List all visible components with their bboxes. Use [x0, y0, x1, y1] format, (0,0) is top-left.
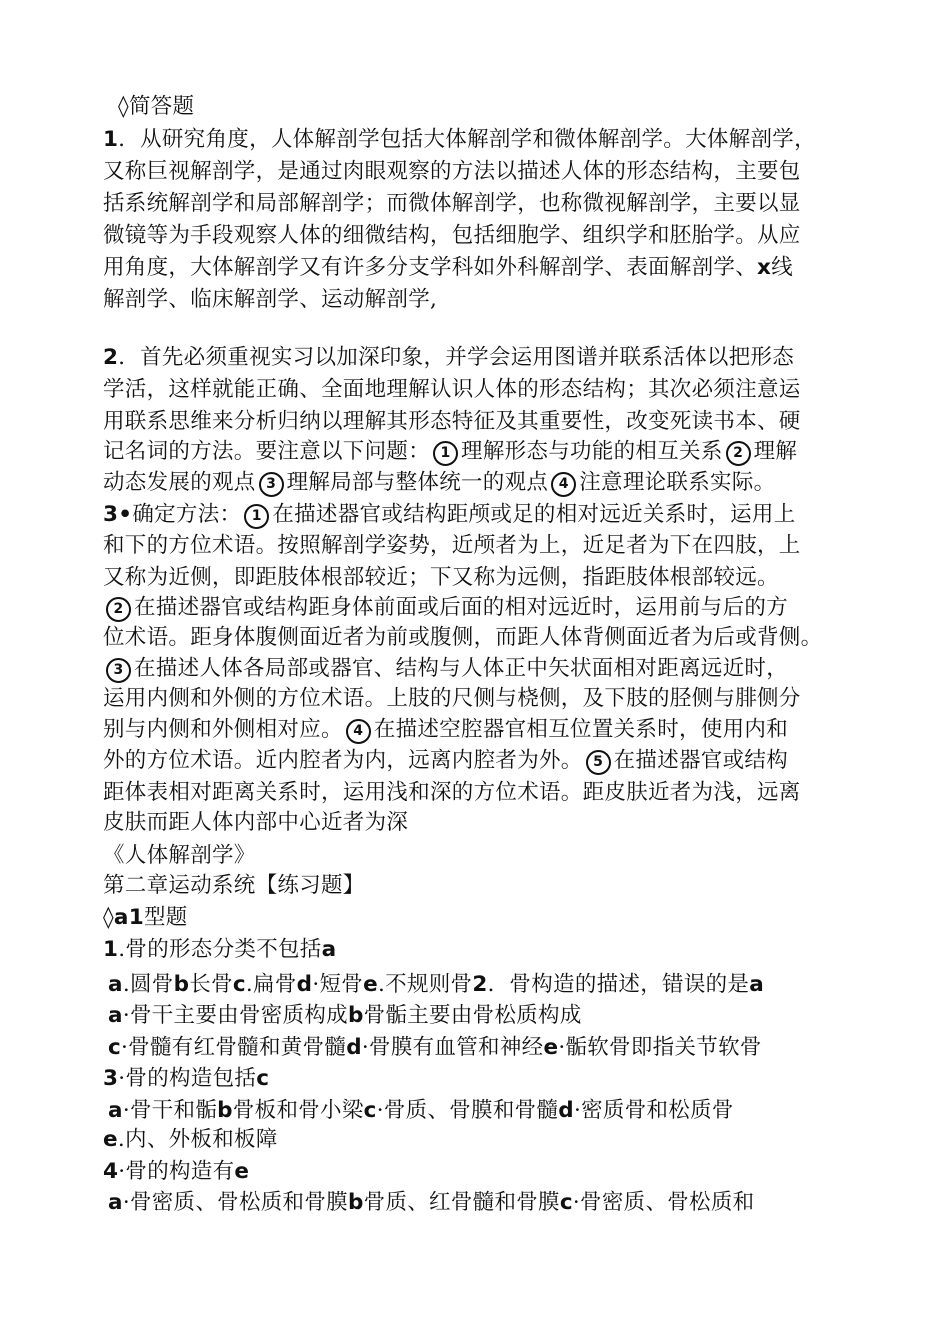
text-segment: 括系统解剖学和局部解剖学；而微体解剖学，也称微视解剖学，主要以显: [103, 191, 801, 216]
text-segment: 骨板和骨小梁: [232, 1098, 364, 1123]
bold-text: a: [108, 972, 123, 997]
text-segment: ·骨的构造包括: [118, 1066, 257, 1091]
text-segment: 运用内侧和外侧的方位术语。上肢的尺侧与桡侧，及下肢的胫侧与腓侧分: [103, 686, 801, 711]
text-segment: 理解形态与功能的相互关系: [461, 439, 723, 464]
text-segment: .扁骨: [245, 972, 297, 997]
text-segment: ．首先必须重视实习以加深印象，并学会运用图谱并联系活体以把形态: [118, 345, 795, 370]
bold-text: 3: [103, 1066, 119, 1091]
text-segment: ·骨的构造有: [118, 1159, 235, 1184]
book-title: [103, 841, 256, 871]
bold-text: d: [346, 1035, 362, 1060]
bold-text: e: [363, 972, 379, 997]
text-line: [103, 531, 801, 561]
text-segment: ·骨密质、骨松质和: [572, 1190, 755, 1215]
options-line: [108, 1001, 582, 1031]
bold-text: 1: [103, 127, 119, 152]
bold-text: 4: [103, 1159, 119, 1184]
text-line: [103, 808, 408, 838]
bold-text: a: [321, 937, 337, 962]
text-segment: 在描述器官或结构距身体前面或后面的相对远近时，运用前与后的方: [134, 595, 789, 620]
text-line: [103, 221, 801, 251]
text-segment: 皮肤而距人体内部中心近者为深: [103, 810, 409, 835]
question-3: [103, 1064, 269, 1094]
text-segment: 和下的方位术语。按照解剖学姿势，近颅者为上，近足者为下在四肢，上: [103, 533, 801, 558]
text-segment: ·骨干和骺: [122, 1098, 218, 1123]
text-segment: .圆骨: [122, 972, 174, 997]
question-1: [103, 935, 336, 965]
text-segment: 用联系思维来分析归纳以理解其形态特征及其重要性，改变死读书本、硬: [103, 409, 801, 434]
text-segment: ·密质骨和松质骨: [573, 1098, 734, 1123]
bold-text: c: [108, 1035, 122, 1060]
bold-text: a: [749, 972, 765, 997]
bold-text: x: [757, 255, 772, 280]
bold-text: 2: [103, 345, 119, 370]
text-segment: 长骨: [189, 972, 233, 997]
text-segment: 又称为近侧，即距肢体根部较近；下又称为远侧，指距肢体根部较远。: [103, 565, 779, 590]
text-segment: 微镜等为手段观察人体的细微结构，包括细胞学、组织学和胚胎学。从应: [103, 223, 801, 248]
bold-text: 3•: [103, 502, 133, 527]
bold-text: b: [217, 1098, 233, 1123]
bold-text: e: [103, 1127, 118, 1152]
text-segment: .骨的形态分类不包括: [118, 937, 322, 962]
options-line: [103, 1125, 278, 1155]
bold-text: ◊: [118, 94, 129, 119]
bold-text: e: [543, 1035, 559, 1060]
bold-text: a: [108, 1098, 123, 1123]
question-4: [103, 1157, 249, 1187]
text-line: [103, 593, 788, 623]
text-segment: 位术语。距身体腹侧面近者为前或腹侧，而距人体背侧面近者为后或背侧。: [103, 625, 823, 650]
text-segment: 又称巨视解剖学，是通过肉眼观察的方法以描述人体的形态结构，主要包: [103, 159, 801, 184]
bold-text: b: [173, 972, 190, 997]
text-segment: 《人体解剖学》: [103, 843, 256, 868]
bold-text: 2: [472, 972, 488, 997]
section-heading-a1: [103, 903, 188, 933]
text-segment: 理解: [753, 439, 798, 464]
bold-text: c: [559, 1190, 573, 1215]
text-line: [103, 654, 788, 684]
text-segment: 确定方法：: [132, 502, 242, 527]
bold-text: a: [108, 1003, 123, 1028]
text-segment: 在描述器官或结构: [613, 748, 789, 773]
text-segment: 注意理论联系实际。: [579, 470, 776, 495]
chapter-title: [103, 871, 365, 901]
text-segment: 骨质、红骨髓和骨膜: [363, 1190, 560, 1215]
text-segment: 动态发展的观点: [103, 470, 256, 495]
text-segment: ·骨质、骨膜和骨髓: [376, 1098, 559, 1123]
bold-text: e: [234, 1159, 250, 1184]
text-segment: 在描述器官或结构距颅或足的相对远近关系时，运用上: [272, 502, 796, 527]
circled-number: 4: [551, 472, 576, 497]
text-line: [103, 343, 794, 373]
text-segment: 骨骺主要由骨松质构成: [363, 1003, 582, 1028]
text-segment: ·骺软骨即指关节软骨: [558, 1035, 762, 1060]
bold-text: ◊a1: [103, 905, 144, 930]
circled-number: 2: [726, 441, 751, 466]
circled-number: 5: [586, 750, 611, 775]
text-segment: 记名词的方法。要注意以下问题：: [103, 439, 431, 464]
bold-text: c: [363, 1098, 377, 1123]
text-line: [103, 157, 801, 187]
bold-text: c: [232, 972, 246, 997]
text-segment: 别与内侧和外侧相对应。: [103, 717, 343, 742]
text-segment: 外的方位术语。近内腔者为内，远离内腔者为外。: [103, 748, 583, 773]
bold-text: c: [256, 1066, 270, 1091]
text-segment: 用角度，大体解剖学又有许多分支学科如外科解剖学、表面解剖学、: [103, 255, 758, 280]
text-line: [103, 715, 788, 745]
text-line: [103, 285, 437, 315]
text-line: [103, 407, 801, 437]
text-segment: .不规则骨: [378, 972, 473, 997]
text-segment: 距体表相对距离关系时，运用浅和深的方位术语。距皮肤近者为浅，远离: [103, 780, 801, 805]
text-line: [103, 563, 779, 593]
text-line: [103, 375, 801, 405]
text-segment: ·骨膜有血管和神经: [361, 1035, 544, 1060]
circled-number: 3: [106, 658, 131, 683]
bold-text: d: [296, 972, 313, 997]
text-segment: ·骨密质、骨松质和骨膜: [122, 1190, 348, 1215]
options-line: [108, 1033, 762, 1063]
text-segment: 在描述人体各局部或器官、结构与人体正中矢状面相对距离远近时，: [134, 656, 789, 681]
text-segment: 学活，这样就能正确、全面地理解认识人体的形态结构；其次必须注意运: [103, 377, 801, 402]
text-segment: .内、外板和板障: [117, 1127, 278, 1152]
bold-text: a: [108, 1190, 123, 1215]
circled-number: 1: [433, 441, 458, 466]
section-heading-short-answer: [118, 92, 194, 122]
circled-number: 3: [259, 472, 284, 497]
text-segment: 解剖学、临床解剖学、运动解剖学,: [103, 287, 438, 312]
text-line: [103, 125, 816, 155]
bold-text: b: [347, 1003, 364, 1028]
options-line: [108, 970, 764, 1000]
text-segment: 第二章运动系统【练习题】: [103, 873, 365, 898]
bold-text: b: [347, 1190, 364, 1215]
text-segment: 理解局部与整体统一的观点: [286, 470, 549, 495]
text-line: [103, 778, 801, 808]
circled-number: 2: [106, 597, 131, 622]
text-line: [103, 684, 801, 714]
circled-number: 4: [346, 719, 371, 744]
bold-text: 1: [103, 937, 119, 962]
text-line: [103, 468, 775, 498]
text-segment: ·短骨: [312, 972, 364, 997]
text-segment: ．从研究角度，人体解剖学包括大体解剖学和微体解剖学。大体解剖学，: [118, 127, 816, 152]
text-line: [103, 623, 822, 653]
text-line: [103, 500, 796, 530]
text-segment: 线: [771, 255, 793, 280]
options-line: [108, 1188, 754, 1218]
text-segment: 型题: [144, 905, 188, 930]
text-segment: 简答题: [128, 94, 195, 119]
text-segment: 在描述空腔器官相互位置关系时，使用内和: [373, 717, 789, 742]
bold-text: d: [558, 1098, 574, 1123]
circled-number: 1: [244, 504, 269, 529]
text-line: [103, 189, 801, 219]
text-line: [103, 746, 788, 776]
text-line: [103, 253, 793, 283]
text-segment: ．骨构造的描述，错误的是: [487, 972, 750, 997]
text-segment: ·骨干主要由骨密质构成: [122, 1003, 348, 1028]
text-segment: ·骨髓有红骨髓和黄骨髓: [121, 1035, 347, 1060]
options-line: [108, 1096, 734, 1126]
text-line: [103, 437, 797, 467]
